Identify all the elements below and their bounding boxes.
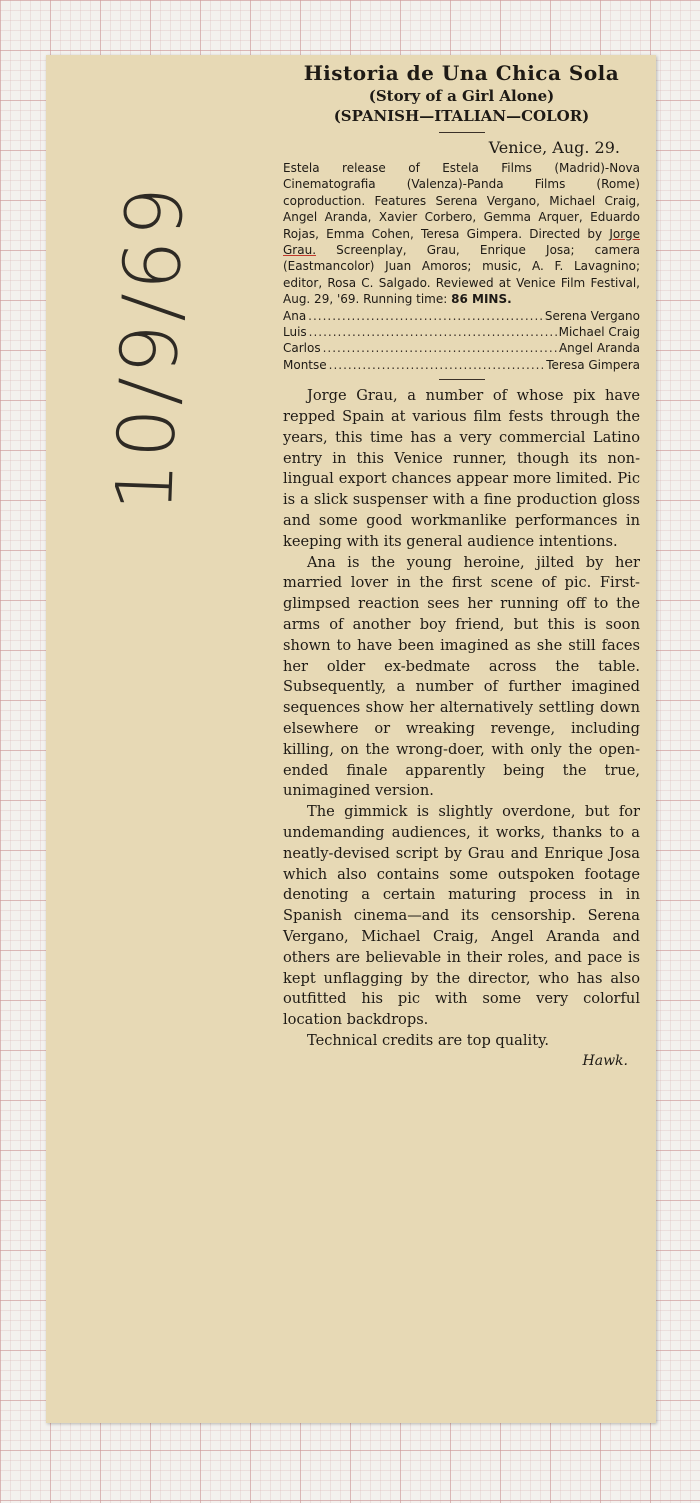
leader-dots xyxy=(327,357,547,373)
cast-row xyxy=(283,308,640,324)
leader-dots xyxy=(306,308,545,324)
cast-role: Ana xyxy=(283,308,307,323)
credits-text: Estela release of Estela Films (Madrid)-Nova Cinematografia (Valenza)-Panda Films (Rome) coproduction. Features Serena Vergano, Michael Craig, Angel Aranda, Xavier Corbero, Gemma Arquer, Eduardo Rojas, Emma Cohen, Teresa Gimpera. Directed by xyxy=(283,161,640,241)
divider xyxy=(439,132,485,133)
origin-subtitle: (SPANISH—ITALIAN—COLOR) xyxy=(333,107,590,125)
cast-row xyxy=(283,324,640,340)
credits-text-continued: Screenplay, Grau, Enrique Josa; camera (Eastmancolor) Juan Amoros; music, A. F. Lavagnino; editor, Rosa C. Salgado. Reviewed at Venice Film Festival, Aug. 29, '69. Running time: xyxy=(283,243,640,307)
review-paragraph: Ana is the young heroine, jilted by her married lover in the first scene of pic. First-glimpsed reaction sees her running off to the arms of another boy friend, but this is soon shown to have been imagined as she still faces her older ex-bedmate across the table. Subsequently, a number of further imagined sequences show her alternatively settling down elsewhere or wreaking revenge, including killing, on the wrong-doer, with only the open-ended finale apparently being the true, unimagined version. xyxy=(283,553,640,800)
cast-role: Montse xyxy=(283,357,327,372)
cast-list xyxy=(283,308,640,374)
review-column xyxy=(283,60,640,1070)
review-paragraph: Technical credits are top quality. xyxy=(307,1031,550,1049)
leader-dots xyxy=(321,340,559,356)
running-time: 86 MINS. xyxy=(451,292,512,307)
divider xyxy=(439,379,485,380)
cast-actor: Michael Craig xyxy=(558,325,640,340)
leader-dots xyxy=(307,324,559,340)
review-paragraph: The gimmick is slightly overdone, but for undemanding audiences, it works, thanks to a neatly-devised script by Grau and Enrique Josa which also contains some outspoken footage denoting a certain maturing process in in Spanish cinema—and its censorship. Serena Vergano, Michael Craig, Angel Aranda and others are believable in their roles, and pace is kept unflagging by the director, who has also outfitted his pic with some very colorful location backdrops. xyxy=(283,803,640,1029)
reviewer-signature: Hawk. xyxy=(582,1052,628,1069)
review-body xyxy=(283,386,640,1052)
credits-block xyxy=(283,160,640,308)
dateline: Venice, Aug. 29. xyxy=(488,138,620,157)
review-paragraph: Jorge Grau, a number of whose pix have repped Spain at various film fests through the years, this time has a very commercial Latino entry in this Venice runner, though its non-lingual export chances appear more limited. Pic is a slick suspenser with a fine production gloss and some good workmanlike performances in keeping with its general audience intentions. xyxy=(283,387,640,550)
director-credit: Jorge Grau. xyxy=(283,226,640,258)
english-subtitle: (Story of a Girl Alone) xyxy=(368,87,555,105)
cast-row xyxy=(283,357,640,373)
cast-actor: Serena Vergano xyxy=(544,308,640,323)
review-title: Historia de Una Chica Sola xyxy=(303,61,620,85)
cast-actor: Teresa Gimpera xyxy=(546,357,640,372)
cast-row xyxy=(283,340,640,356)
cast-role: Carlos xyxy=(283,341,321,356)
cast-actor: Angel Aranda xyxy=(558,341,640,356)
handwritten-date: 10/9/69 xyxy=(100,181,202,514)
cast-role: Luis xyxy=(283,325,307,340)
